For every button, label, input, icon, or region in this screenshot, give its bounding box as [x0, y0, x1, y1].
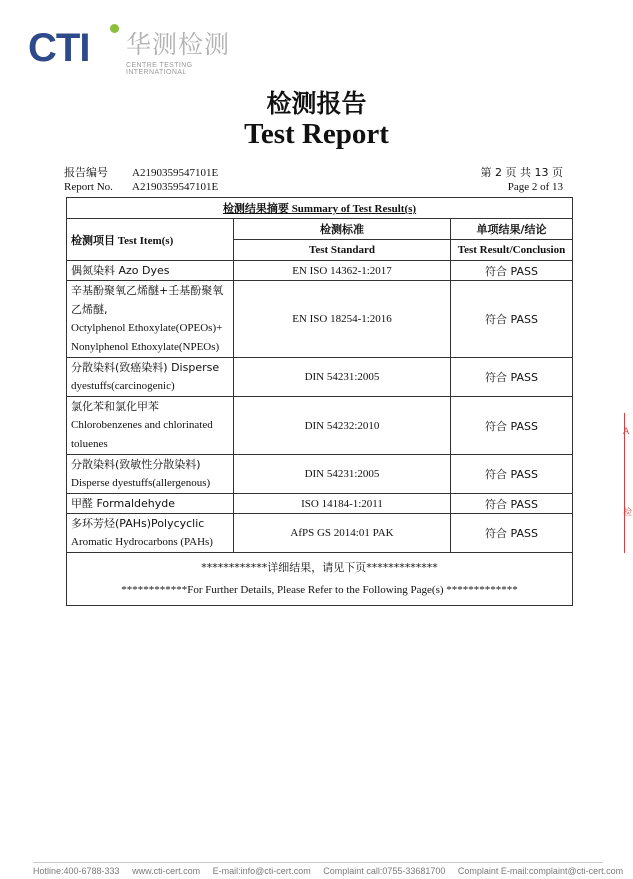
cell-test-result: 符合 PASS [451, 358, 573, 397]
test-item-line: dyestuffs(carcinogenic) [71, 380, 175, 392]
title-en: Test Report [244, 118, 389, 150]
header-std-cn: 检测标准 [234, 219, 451, 240]
test-item-line: toluenes [71, 438, 108, 450]
page-indicator-en: Page 2 of 13 [507, 181, 563, 193]
table-header-row [67, 219, 573, 240]
cell-test-result: 符合 PASS [451, 261, 573, 281]
cell-test-result: 符合 PASS [451, 494, 573, 514]
test-item-line: 甲醛 Formaldehyde [71, 497, 175, 510]
logo-cn-name: 华测检测 [126, 30, 231, 59]
cell-test-item [67, 261, 234, 281]
cell-test-result: 符合 PASS [451, 397, 573, 455]
test-item-line: 偶氮染料 Azo Dyes [71, 264, 170, 277]
header-res-cn: 单项结果/结论 [451, 219, 573, 240]
cell-test-item [67, 455, 234, 494]
report-no-value-1: A2190359547101E [132, 167, 219, 179]
footer-complaint-call: Complaint call:0755-33681700 [323, 866, 446, 876]
test-item-line: 乙烯醚, [71, 303, 108, 316]
cell-test-standard: DIN 54231:2005 [234, 358, 451, 397]
table-row [67, 261, 573, 281]
logo-en-name: CENTRE TESTING INTERNATIONAL [126, 62, 193, 76]
page-indicator-cn: 第 2 页 共 13 页 [480, 166, 563, 179]
header-std-en: Test Standard [234, 240, 451, 261]
cell-test-item [67, 397, 234, 455]
table-row [67, 455, 573, 494]
header-res-en: Test Result/Conclusion [451, 240, 573, 261]
test-item-line: 氯化苯和氯化甲苯 [71, 400, 159, 413]
test-item-line: Octylphenol Ethoxylate(OPEOs)+ [71, 322, 223, 334]
cell-test-item [67, 494, 234, 514]
footer-email: E-mail:info@cti-cert.com [212, 866, 311, 876]
cell-test-item [67, 358, 234, 397]
test-item-line: Disperse dyestuffs(allergenous) [71, 477, 211, 489]
cell-test-standard: AfPS GS 2014:01 PAK [234, 514, 451, 553]
test-item-line: 辛基酚聚氧乙烯醚+壬基酚聚氧 [71, 284, 224, 297]
company-logo [28, 22, 238, 74]
header-item-cn: 检测项目 [71, 233, 115, 247]
test-item-line: 多环芳烃(PAHs)Polycyclic [71, 517, 205, 530]
table-caption [67, 198, 573, 219]
side-seal-mark: A 检 [624, 413, 633, 553]
table-footer-row [67, 553, 573, 606]
footer-web: www.cti-cert.com [132, 866, 201, 876]
table-caption-row [67, 198, 573, 219]
logo-brand: CTI [28, 26, 90, 70]
footer-note-en: ************For Further Details, Please Refer to the Following Page(s) ************* [121, 584, 518, 596]
cell-test-standard: DIN 54232:2010 [234, 397, 451, 455]
cell-test-result: 符合 PASS [451, 514, 573, 553]
report-no-label-cn: 报告编号 [64, 166, 108, 179]
table-footer-note [67, 553, 573, 606]
cell-test-standard: DIN 54231:2005 [234, 455, 451, 494]
caption-cn: 检测结果摘要 [222, 202, 289, 215]
test-item-line: Aromatic Hydrocarbons (PAHs) [71, 536, 213, 548]
cell-test-result: 符合 PASS [451, 281, 573, 358]
cell-test-item [67, 281, 234, 358]
test-item-line: Nonylphenol Ethoxylate(NPEOs) [71, 341, 220, 353]
test-item-line: 分散染料(致敏性分散染料) [71, 458, 201, 471]
title-cn: 检测报告 [266, 89, 367, 118]
table-row [67, 397, 573, 455]
cell-test-standard: ISO 14184-1:2011 [234, 494, 451, 514]
test-item-line: 分散染料(致癌染料) Disperse [71, 361, 220, 374]
page-footer [33, 862, 624, 876]
header-item-en: Test Item(s) [117, 234, 174, 247]
table-row [67, 358, 573, 397]
footer-complaint-email: Complaint E-mail:complaint@cti-cert.com [457, 866, 624, 876]
caption-en: Summary of Test Result(s) [291, 203, 417, 215]
table-row [67, 514, 573, 553]
report-no-value-2: A2190359547101E [132, 181, 219, 193]
table-row [67, 281, 573, 358]
summary-table [66, 197, 573, 606]
table-row [67, 494, 573, 514]
test-item-line: Chlorobenzenes and chlorinated [71, 419, 213, 431]
header-item [67, 219, 234, 261]
cell-test-standard: EN ISO 18254-1:2016 [234, 281, 451, 358]
footer-note-cn: ************详细结果，请见下页************* [201, 561, 438, 574]
logo-dot-icon [110, 24, 119, 33]
cell-test-item [67, 514, 234, 553]
footer-hotline: Hotline:400-6788-333 [33, 866, 120, 876]
report-no-label-en: Report No. [64, 181, 113, 193]
cell-test-standard: EN ISO 14362-1:2017 [234, 261, 451, 281]
cell-test-result: 符合 PASS [451, 455, 573, 494]
